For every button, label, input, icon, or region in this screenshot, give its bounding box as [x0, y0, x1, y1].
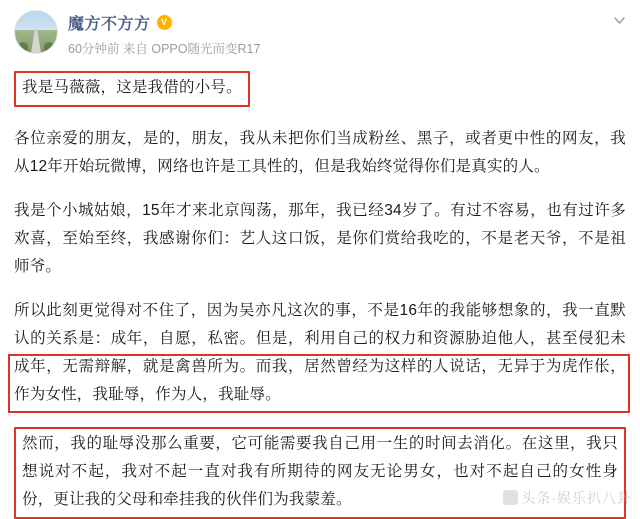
paragraph-block-3: [14, 197, 626, 281]
paragraph-block-4: [14, 297, 626, 409]
paragraph: 所以此刻更觉得对不住了，因为吴亦凡这次的事，不是16年的我能够想象的，我一直默认的关系是：成年，自愿，私密。但是，利用自己的权力和资源胁迫他人，甚至侵犯未成年，无需辩解，就是禽兽所为。而我，居然曾经为这样的人说话，无异于为虎作伥，作为女性，我耻辱，作为人，我耻辱。: [14, 302, 626, 403]
avatar[interactable]: [14, 10, 58, 54]
author-block: [68, 10, 260, 57]
watermark-icon: [503, 490, 518, 505]
vip-badge-icon: V: [157, 15, 172, 30]
post-body: [0, 61, 640, 519]
highlighted-paragraph: 我是马薇薇，这是我借的小号。: [14, 71, 250, 107]
highlighted-paragraph: 然而，我的耻辱没那么重要，它可能需要我自己用一生的时间去消化。在这里，我只想说对不起，我对不起一直对我有所期待的网友无论男女，也对不起自己的女性身份，更让我的父母和牵挂我的伙伴们为我蒙羞。: [14, 427, 626, 519]
paragraph-block-2: [14, 125, 626, 181]
author-name[interactable]: 魔方不方方: [68, 16, 151, 33]
paragraph-block-1: [14, 63, 626, 119]
watermark: [503, 488, 632, 508]
chevron-down-icon[interactable]: [613, 14, 626, 27]
watermark-text: 头条·娱乐扒八卦: [521, 490, 632, 506]
paragraph: 各位亲爱的朋友，是的，朋友，我从未把你们当成粉丝、黑子，或者更中性的网友，我从12年开始玩微博，网络也许是工具性的，但是我始终觉得你们是真实的人。: [14, 130, 626, 175]
author-name-row: [68, 11, 260, 34]
post-header: [0, 0, 640, 61]
post-meta: 60分钟前 来自 OPPO随光而变R17: [68, 42, 261, 56]
paragraph: 我是个小城姑娘，15年才来北京闯荡，那年，我已经34岁了。有过不容易，也有过许多欢喜，至始至终，我感谢你们：艺人这口饭，是你们赏给我吃的，不是老天爷，不是祖师爷。: [14, 202, 626, 275]
